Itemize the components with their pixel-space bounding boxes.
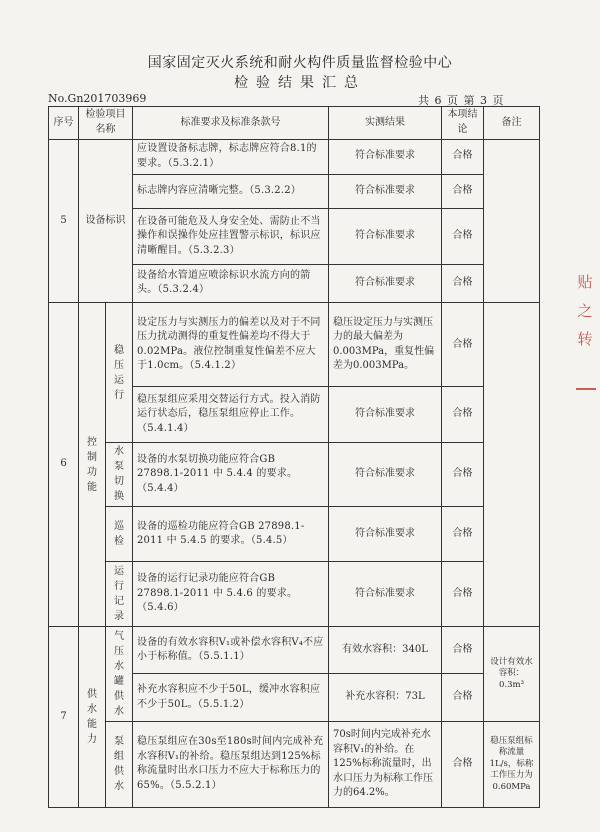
conclusion-cell: 合格	[442, 626, 484, 674]
seq-cell: 6	[49, 303, 79, 626]
subitem-cell: 水泵切换	[106, 442, 133, 506]
table-header-row	[49, 107, 540, 140]
col-conclusion: 本项结论	[442, 107, 484, 140]
note-cell	[484, 303, 540, 626]
req-cell: 设备给水管道应喷涂标识水流方向的箭头。（5.3.2.4）	[133, 264, 329, 303]
col-req: 标准要求及标准条款号	[133, 107, 329, 140]
result-cell: 符合标准要求	[329, 562, 442, 626]
note-cell: 设计有效水容积：0.3m³	[484, 626, 540, 721]
col-result: 实测结果	[329, 107, 442, 140]
req-cell: 设备的水泵切换功能应符合GB 27898.1-2011 中 5.4.4 的要求。（5.4.4）	[133, 442, 329, 506]
table-row	[49, 507, 540, 562]
red-stamp-mark: 贴 之 转	[577, 273, 593, 348]
result-cell: 稳压设定压力与实测压力的最大偏差为0.003MPa，重复性偏差为0.003MPa。	[329, 303, 442, 387]
conclusion-cell: 合格	[442, 174, 484, 209]
page-info: 共 6 页 第 3 页	[418, 94, 504, 107]
req-cell: 在设备可能危及人身安全处、需防止不当操作和误操作处应挂置警示标识，标识应清晰醒目。（5.3.2.3）	[133, 209, 329, 264]
item-cell: 设备标识	[79, 139, 133, 303]
table-row	[49, 442, 540, 506]
doc-number: No.Gn201703969	[48, 92, 147, 105]
result-cell: 有效水容积：340L	[329, 626, 442, 674]
conclusion-cell: 合格	[442, 507, 484, 562]
result-cell: 符合标准要求	[329, 139, 442, 174]
result-cell: 符合标准要求	[329, 174, 442, 209]
subitem-cell: 稳压运行	[106, 303, 133, 442]
conclusion-cell: 合格	[442, 139, 484, 174]
conclusion-cell: 合格	[442, 562, 484, 626]
table-row	[49, 721, 540, 807]
conclusion-cell: 合格	[442, 387, 484, 442]
seq-cell: 7	[49, 626, 79, 807]
col-note: 备注	[484, 107, 540, 140]
subitem-cell: 运行记录	[106, 562, 133, 626]
table-row	[49, 139, 540, 174]
col-item: 检验项目名称	[79, 107, 133, 140]
table-row	[49, 562, 540, 626]
req-cell: 设备的有效水容积V₁或补偿水容积V₄不应小于标称值。（5.5.1.1）	[133, 626, 329, 674]
req-cell: 设备的运行记录功能应符合GB 27898.1-2011 中 5.4.6 的要求。（5.4.6）	[133, 562, 329, 626]
req-cell: 应设置设备标志牌，标志牌应符合8.1的要求。（5.3.2.1）	[133, 139, 329, 174]
result-cell: 符合标准要求	[329, 209, 442, 264]
seq-cell: 5	[49, 139, 79, 303]
table-row	[49, 303, 540, 387]
conclusion-cell: 合格	[442, 303, 484, 387]
page-title: 检验结果汇总	[234, 75, 366, 91]
conclusion-cell: 合格	[442, 721, 484, 807]
req-cell: 稳压泵组应采用交替运行方式。投入消防运行状态后，稳压泵组应停止工作。（5.4.1.4）	[133, 387, 329, 442]
note-cell	[484, 139, 540, 303]
note-cell: 稳压泵组标称流量1L/s，标称工作压力为0.60MPa	[484, 721, 540, 807]
result-cell: 符合标准要求	[329, 387, 442, 442]
req-cell: 补充水容积应不少于50L，缓冲水容积应不少于50L。（5.5.1.2）	[133, 674, 329, 722]
result-cell: 符合标准要求	[329, 264, 442, 303]
conclusion-cell: 合格	[442, 264, 484, 303]
req-cell: 设备的巡检功能应符合GB 27898.1-2011 中 5.4.5 的要求。（5.4.5）	[133, 507, 329, 562]
item-cell: 供水能力	[79, 626, 106, 807]
conclusion-cell: 合格	[442, 442, 484, 506]
req-cell: 标志牌内容应清晰完整。（5.3.2.2）	[133, 174, 329, 209]
subitem-cell: 巡检	[106, 507, 133, 562]
req-cell: 稳压泵组应在30s至180s时间内完成补充水容积V₁的补给。稳压泵组达到125%标称流量时出水口压力不应大于标称压力的65%。（5.5.2.1）	[133, 721, 329, 807]
results-table	[48, 106, 540, 808]
result-cell: 70s时间内完成补充水容积V₁的补给。在125%标称流量时，出水口压力为标称工作压力的64.2%。	[329, 721, 442, 807]
item-cell: 控制功能	[79, 303, 106, 626]
subitem-cell: 泵组供水	[106, 721, 133, 807]
conclusion-cell: 合格	[442, 209, 484, 264]
col-seq: 序号	[49, 107, 79, 140]
org-title: 国家固定灭火系统和耐火构件质量监督检验中心	[147, 55, 453, 71]
table-row	[49, 626, 540, 674]
subitem-cell: 气压水罐供水	[106, 626, 133, 721]
result-cell: 符合标准要求	[329, 507, 442, 562]
conclusion-cell: 合格	[442, 674, 484, 722]
red-stamp-line	[576, 388, 596, 390]
req-cell: 设定压力与实测压力的偏差以及对于不同压力扰动测得的重复性偏差均不得大于0.02MPa。液位控制重复性偏差不应大于1.0cm。（5.4.1.2）	[133, 303, 329, 387]
result-cell: 补充水容积：73L	[329, 674, 442, 722]
result-cell: 符合标准要求	[329, 442, 442, 506]
